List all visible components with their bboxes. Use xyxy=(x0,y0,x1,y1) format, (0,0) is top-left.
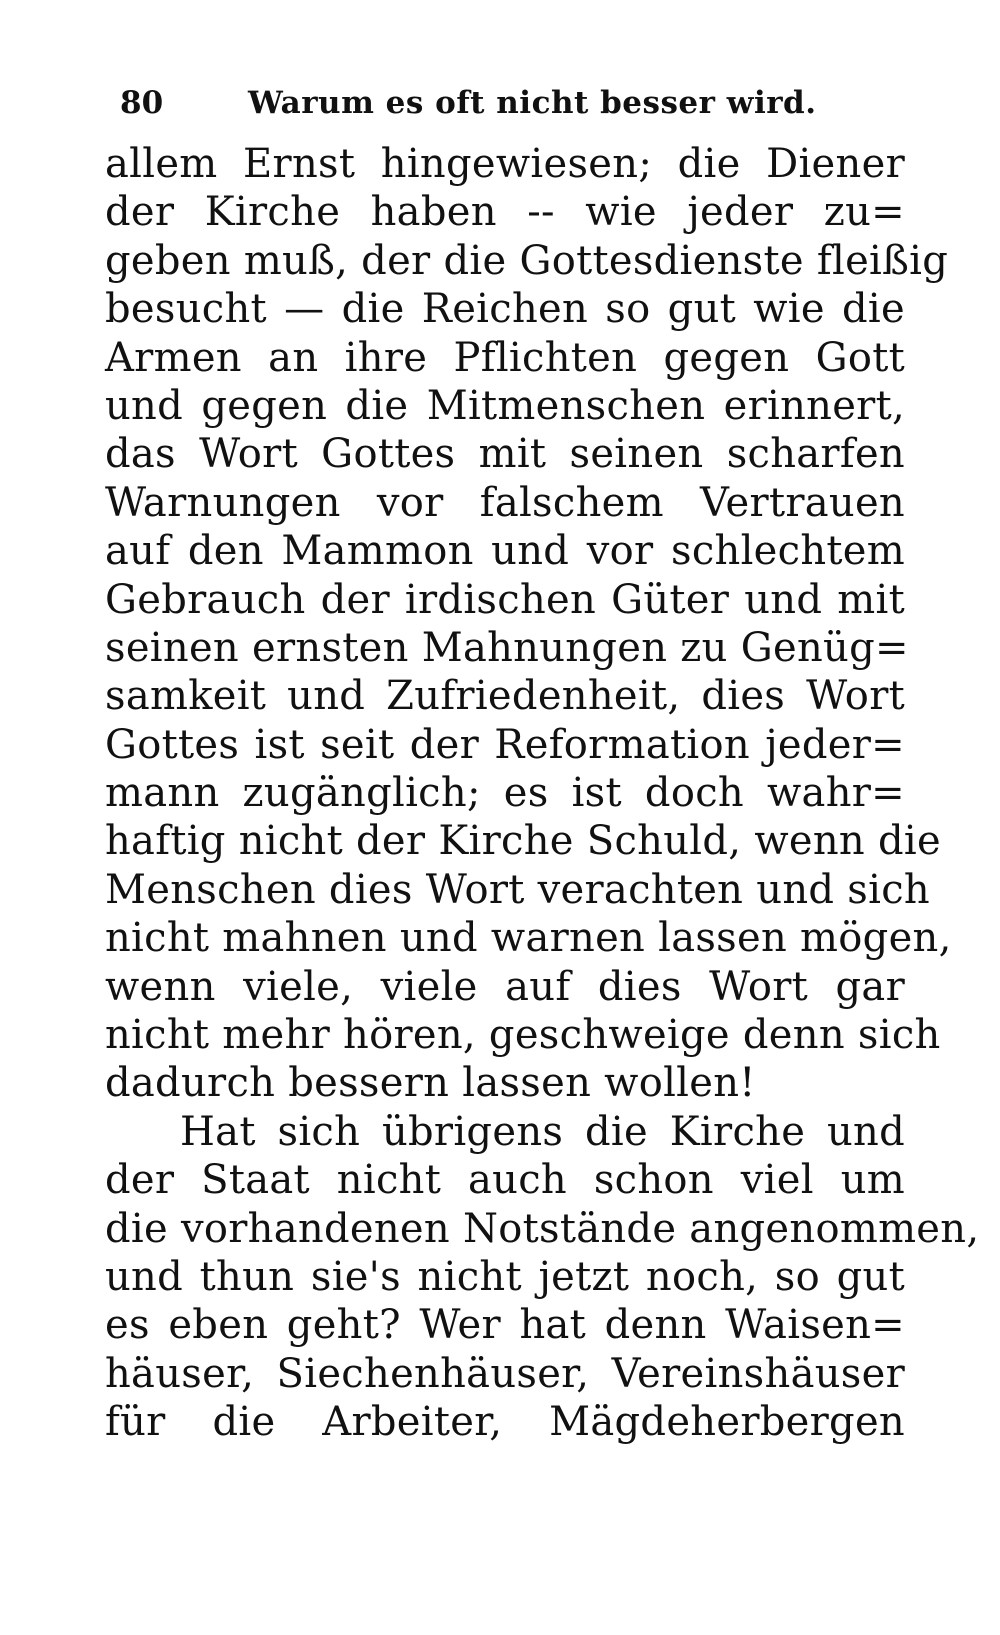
text-line: besucht — die Reichen so gut wie die xyxy=(105,286,905,333)
text-line: wenn viele, viele auf dies Wort gar xyxy=(105,963,905,1010)
text-line: Gebrauch der irdischen Güter und mit xyxy=(105,576,905,623)
text-line: Gottes ist seit der Reformation jeder= xyxy=(105,721,905,768)
text-line: für die Arbeiter, Mägdeherbergen xyxy=(105,1399,905,1446)
text-line: das Wort Gottes mit seinen scharfen xyxy=(105,431,905,478)
text-line: auf den Mammon und vor schlechtem xyxy=(105,528,905,575)
text-line: die vorhandenen Notstände angenommen, xyxy=(105,1205,980,1252)
text-line: nicht mahnen und warnen lassen mögen, xyxy=(105,915,952,962)
text-line: geben muß, der die Gottesdienste fleißig xyxy=(105,237,949,284)
running-head: Warum es oft nicht besser wird. xyxy=(248,85,817,121)
paragraph-end-line: dadurch bessern lassen wollen! xyxy=(105,1060,756,1107)
text-line: der Kirche haben -- wie jeder zu= xyxy=(105,189,905,236)
text-line: nicht mehr hören, geschweige denn sich xyxy=(105,1012,941,1059)
text-line: häuser, Siechenhäuser, Vereinshäuser xyxy=(105,1350,905,1397)
text-line: mann zugänglich; es ist doch wahr= xyxy=(105,770,905,817)
text-line: seinen ernsten Mahnungen zu Genüg= xyxy=(105,624,909,671)
text-line: Armen an ihre Pflichten gegen Gott xyxy=(105,334,905,381)
text-line: haftig nicht der Kirche Schuld, wenn die xyxy=(105,818,941,865)
page-header xyxy=(120,78,920,128)
text-line: und thun sie's nicht jetzt noch, so gut xyxy=(105,1253,905,1300)
text-line: samkeit und Zufriedenheit, dies Wort xyxy=(105,673,905,720)
body-text xyxy=(105,140,980,1447)
text-line: der Staat nicht auch schon viel um xyxy=(105,1157,905,1204)
text-line: es eben geht? Wer hat denn Waisen= xyxy=(105,1302,905,1349)
text-line: und gegen die Mitmenschen erinnert, xyxy=(105,382,905,429)
page-number: 80 xyxy=(120,85,164,121)
paragraph-start-line: Hat sich übrigens die Kirche und xyxy=(180,1108,905,1155)
text-line: allem Ernst hingewiesen; die Diener xyxy=(105,141,905,187)
text-line: Warnungen vor falschem Vertrauen xyxy=(105,479,905,526)
text-line: Menschen dies Wort verachten und sich xyxy=(105,866,930,913)
